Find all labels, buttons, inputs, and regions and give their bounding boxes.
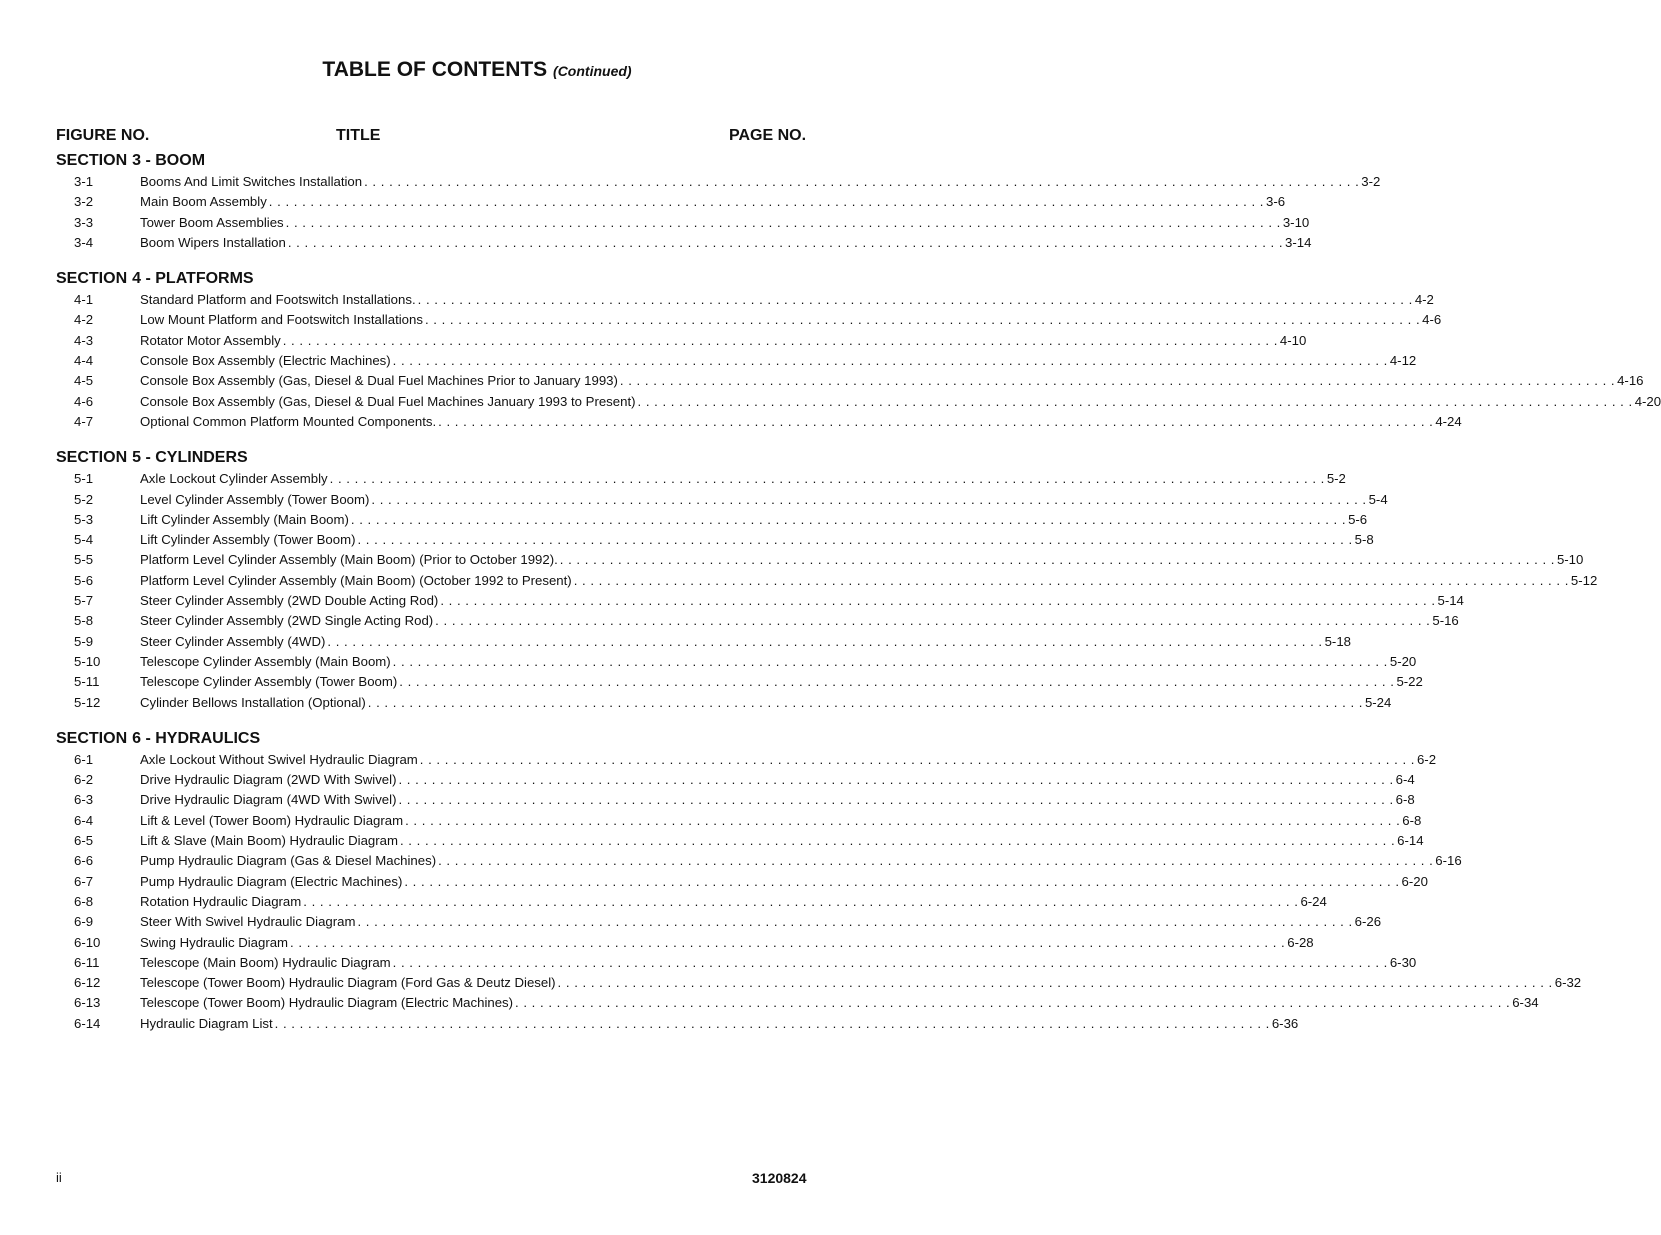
entry-line xyxy=(140,412,1462,432)
entry-title: Drive Hydraulic Diagram (4WD With Swivel) xyxy=(140,792,397,808)
dot-leader: . . . . . . . . . . . . . . . . . . . . . . . . . . . . . . . . . . . . . . . . . . . . . . . . . . . . . . . . . . . . . . . . . . . . . . . . . . . . . . . . . . . . . . . . . . . . . . . . . . . . . . . . . . . . . . . . . . . . . . . . xyxy=(290,934,1286,950)
entry-page-number: 6-30 xyxy=(1389,954,1417,970)
entry-line xyxy=(140,953,1417,973)
dot-leader: . . . . . . . . . . . . . . . . . . . . . . . . . . . . . . . . . . . . . . . . . . . . . . . . . . . . . . . . . . . . . . . . . . . . . . . . . . . . . . . . . . . . . . . . . . . . . . . . . . . . . . . . . . . . . . . . . . . . . . . . xyxy=(405,812,1401,828)
toc-entry[interactable] xyxy=(0,331,1307,351)
dot-leader: . . . . . . . . . . . . . . . . . . . . . . . . . . . . . . . . . . . . . . . . . . . . . . . . . . . . . . . . . . . . . . . . . . . . . . . . . . . . . . . . . . . . . . . . . . . . . . . . . . . . . . . . . . . . . . . . . . . . . . . . xyxy=(404,873,1400,889)
entry-title: Level Cylinder Assembly (Tower Boom) xyxy=(140,491,370,507)
entry-title: Telescope Cylinder Assembly (Main Boom) xyxy=(140,653,391,669)
entry-title: Console Box Assembly (Gas, Diesel & Dual Fuel Machines Prior to January 1993) xyxy=(140,373,618,389)
figure-number: 5-1 xyxy=(74,471,94,487)
entry-page-number: 5-10 xyxy=(1556,552,1584,568)
figure-number: 6-5 xyxy=(74,833,94,849)
toc-entry[interactable] xyxy=(0,192,1286,212)
entry-line xyxy=(140,672,1423,692)
figure-number: 5-12 xyxy=(74,694,101,710)
entry-page-number: 4-10 xyxy=(1279,332,1307,348)
toc-entry[interactable] xyxy=(0,973,1582,993)
dot-leader: . . . . . . . . . . . . . . . . . . . . . . . . . . . . . . . . . . . . . . . . . . . . . . . . . . . . . . . . . . . . . . . . . . . . . . . . . . . . . . . . . . . . . . . . . . . . . . . . . . . . . . . . . . . . . . . . . . . . . . . . xyxy=(619,373,1616,389)
entry-line xyxy=(140,993,1539,1013)
dot-leader: . . . . . . . . . . . . . . . . . . . . . . . . . . . . . . . . . . . . . . . . . . . . . . . . . . . . . . . . . . . . . . . . . . . . . . . . . . . . . . . . . . . . . . . . . . . . . . . . . . . . . . . . . . . . . . . . . . . . . . . . xyxy=(350,511,1347,527)
dot-leader: . . . . . . . . . . . . . . . . . . . . . . . . . . . . . . . . . . . . . . . . . . . . . . . . . . . . . . . . . . . . . . . . . . . . . . . . . . . . . . . . . . . . . . . . . . . . . . . . . . . . . . . . . . . . . . . . . . . . . . . . xyxy=(364,174,1360,189)
dot-leader: . . . . . . . . . . . . . . . . . . . . . . . . . . . . . . . . . . . . . . . . . . . . . . . . . . . . . . . . . . . . . . . . . . . . . . . . . . . . . . . . . . . . . . . . . . . . . . . . . . . . . . . . . . . . . . . . . . . . . . . . xyxy=(268,194,1264,210)
entry-line xyxy=(140,892,1327,912)
entry-page-number: 6-20 xyxy=(1401,873,1428,889)
entry-title: Pump Hydraulic Diagram (Gas & Diesel Machines) xyxy=(140,853,437,869)
figure-number: 3-1 xyxy=(74,174,94,189)
toc-entry[interactable] xyxy=(0,652,1417,672)
dot-leader: . . . . . . . . . . . . . . . . . . . . . . . . . . . . . . . . . . . . . . . . . . . . . . . . . . . . . . . . . . . . . . . . . . . . . . . . . . . . . . . . . . . . . . . . . . . . . . . . . . . . . . . . . . . . . . . . . . . . . . . . xyxy=(399,833,1396,849)
dot-leader: . . . . . . . . . . . . . . . . . . . . . . . . . . . . . . . . . . . . . . . . . . . . . . . . . . . . . . . . . . . . . . . . . . . . . . . . . . . . . . . . . . . . . . . . . . . . . . . . . . . . . . . . . . . . . . . . . . . . . . . . xyxy=(435,613,1431,629)
entry-line xyxy=(140,851,1462,871)
dot-leader: . . . . . . . . . . . . . . . . . . . . . . . . . . . . . . . . . . . . . . . . . . . . . . . . . . . . . . . . . . . . . . . . . . . . . . . . . . . . . . . . . . . . . . . . . . . . . . . . . . . . . . . . . . . . . . . . . . . . . . . . xyxy=(399,674,1395,690)
section-heading xyxy=(56,447,954,469)
entry-page-number: 4-6 xyxy=(1422,312,1442,328)
entry-line xyxy=(140,912,1382,932)
toc-entry[interactable] xyxy=(0,591,1464,611)
toc-entry[interactable] xyxy=(0,490,1388,510)
dot-leader: . . . . . . . . . . . . . . . . . . . . . . . . . . . . . . . . . . . . . . . . . . . . . . . . . . . . . . . . . . . . . . . . . . . . . . . . . . . . . . . . . . . . . . . . . . . . . . . . . . . . . . . . . . . . . . . . . . . . . . . . xyxy=(417,292,1413,308)
section-heading xyxy=(56,268,954,290)
entry-page-number: 6-26 xyxy=(1354,914,1382,930)
toc-entry[interactable] xyxy=(0,872,1428,892)
entry-line xyxy=(140,310,1442,330)
figure-number: 6-12 xyxy=(74,975,101,991)
entry-line xyxy=(140,550,1584,570)
figure-number: 3-4 xyxy=(74,234,94,250)
entry-page-number: 6-2 xyxy=(1416,751,1437,767)
figure-number: 6-4 xyxy=(74,812,94,828)
entry-line xyxy=(140,872,1428,892)
title-continued: (Continued) xyxy=(553,63,632,79)
entry-page-number: 6-28 xyxy=(1287,934,1314,950)
section-name: 5 - CYLINDERS xyxy=(132,449,248,467)
figure-number: 3-2 xyxy=(74,194,94,210)
figure-number: 6-3 xyxy=(74,792,94,808)
entry-page-number: 4-24 xyxy=(1435,413,1462,429)
figure-number: 6-1 xyxy=(74,751,94,767)
figure-number: 6-6 xyxy=(74,853,94,869)
entry-page-number: 5-18 xyxy=(1324,633,1351,649)
entry-title: Platform Level Cylinder Assembly (Main Boom) (October 1992 to Present) xyxy=(140,572,572,588)
entry-title: Lift & Slave (Main Boom) Hydraulic Diagram xyxy=(140,833,398,849)
dot-leader: . . . . . . . . . . . . . . . . . . . . . . . . . . . . . . . . . . . . . . . . . . . . . . . . . . . . . . . . . . . . . . . . . . . . . . . . . . . . . . . . . . . . . . . . . . . . . . . . . . . . . . . . . . . . . . . . . . . . . . . . xyxy=(327,633,1323,649)
entry-title: Telescope (Main Boom) Hydraulic Diagram xyxy=(140,954,391,970)
entry-title: Platform Level Cylinder Assembly (Main Boom) (Prior to October 1992). xyxy=(140,552,558,568)
toc-entry[interactable] xyxy=(0,632,1351,652)
entry-title: Standard Platform and Footswitch Installations. xyxy=(140,292,416,308)
entry-line xyxy=(140,831,1424,851)
dot-leader: . . . . . . . . . . . . . . . . . . . . . . . . . . . . . . . . . . . . . . . . . . . . . . . . . . . . . . . . . . . . . . . . . . . . . . . . . . . . . . . . . . . . . . . . . . . . . . . . . . . . . . . . . . . . . . . . . . . . . . . . xyxy=(392,653,1388,669)
entry-line xyxy=(140,571,1598,591)
figure-number: 6-2 xyxy=(74,772,94,788)
toc-entry[interactable] xyxy=(0,392,1661,412)
figure-number: 6-11 xyxy=(74,954,100,970)
dot-leader: . . . . . . . . . . . . . . . . . . . . . . . . . . . . . . . . . . . . . . . . . . . . . . . . . . . . . . . . . . . . . . . . . . . . . . . . . . . . . . . . . . . . . . . . . . . . . . . . . . . . . . . . . . . . . . . . . . . . . . . . xyxy=(371,491,1367,507)
page-title xyxy=(0,58,954,82)
entry-title: Telescope (Tower Boom) Hydraulic Diagram (Electric Machines) xyxy=(140,995,514,1011)
entry-line xyxy=(140,371,1644,391)
toc-entry[interactable] xyxy=(0,213,1310,233)
entry-page-number: 5-20 xyxy=(1389,653,1417,669)
dot-leader: . . . . . . . . . . . . . . . . . . . . . . . . . . . . . . . . . . . . . . . . . . . . . . . . . . . . . . . . . . . . . . . . . . . . . . . . . . . . . . . . . . . . . . . . . . . . . . . . . . . . . . . . . . . . . . . . . . . . . . . . xyxy=(398,792,1394,808)
footer-doc-number: 3120824 xyxy=(752,1170,807,1186)
section-label: SECTION xyxy=(56,729,128,747)
entry-line xyxy=(140,750,1437,770)
toc-entry[interactable] xyxy=(0,693,1392,713)
toc-entry[interactable] xyxy=(0,571,1598,591)
entry-page-number: 6-32 xyxy=(1554,975,1582,991)
toc-entry[interactable] xyxy=(0,510,1368,530)
entry-line xyxy=(140,973,1582,993)
footer-page-number: ii xyxy=(56,1170,62,1185)
entry-line xyxy=(140,790,1415,810)
dot-leader: . . . . . . . . . . . . . . . . . . . . . . . . . . . . . . . . . . . . . . . . . . . . . . . . . . . . . . . . . . . . . . . . . . . . . . . . . . . . . . . . . . . . . . . . . . . . . . . . . . . . . . . . . . . . . . . . . . . . . . . . xyxy=(285,214,1281,230)
entry-title: Drive Hydraulic Diagram (2WD With Swivel) xyxy=(140,772,397,788)
entry-page-number: 5-16 xyxy=(1432,613,1459,629)
entry-title: Lift Cylinder Assembly (Main Boom) xyxy=(140,511,349,527)
dot-leader: . . . . . . . . . . . . . . . . . . . . . . . . . . . . . . . . . . . . . . . . . . . . . . . . . . . . . . . . . . . . . . . . . . . . . . . . . . . . . . . . . . . . . . . . . . . . . . . . . . . . . . . . . . . . . . . . . . . . . . . . xyxy=(357,914,1353,930)
toc-entry[interactable] xyxy=(0,912,1382,932)
entry-page-number: 5-14 xyxy=(1437,593,1464,609)
entry-line xyxy=(140,331,1307,351)
figure-number: 6-10 xyxy=(74,934,101,950)
section-name: 4 - PLATFORMS xyxy=(132,270,254,288)
toc-section xyxy=(0,150,1381,253)
dot-leader: . . . . . . . . . . . . . . . . . . . . . . . . . . . . . . . . . . . . . . . . . . . . . . . . . . . . . . . . . . . . . . . . . . . . . . . . . . . . . . . . . . . . . . . . . . . . . . . . . . . . . . . . . . . . . . . . . . . . . . . . xyxy=(367,694,1363,710)
entry-line xyxy=(140,172,1381,192)
toc-entry[interactable] xyxy=(0,811,1422,831)
entry-title: Steer Cylinder Assembly (2WD Single Acting Rod) xyxy=(140,613,434,629)
figure-number: 6-8 xyxy=(74,893,94,909)
entry-page-number: 5-22 xyxy=(1396,674,1423,690)
section-label: SECTION xyxy=(56,270,128,288)
toc-entry[interactable] xyxy=(0,233,1312,253)
entry-title: Telescope Cylinder Assembly (Tower Boom) xyxy=(140,674,398,690)
entry-title: Steer With Swivel Hydraulic Diagram xyxy=(140,914,356,930)
toc-entry[interactable] xyxy=(0,1014,1299,1034)
entry-title: Axle Lockout Without Swivel Hydraulic Diagram xyxy=(140,751,418,767)
section-name: 6 - HYDRAULICS xyxy=(132,729,261,747)
entry-line xyxy=(140,652,1417,672)
entry-page-number: 4-16 xyxy=(1617,373,1644,389)
entry-page-number: 5-24 xyxy=(1364,694,1392,710)
entry-title: Booms And Limit Switches Installation xyxy=(140,174,363,189)
toc-entry[interactable] xyxy=(0,351,1417,371)
entry-page-number: 5-8 xyxy=(1354,532,1374,548)
entry-title: Lift Cylinder Assembly (Tower Boom) xyxy=(140,532,356,548)
figure-number: 4-4 xyxy=(74,353,94,369)
dot-leader: . . . . . . . . . . . . . . . . . . . . . . . . . . . . . . . . . . . . . . . . . . . . . . . . . . . . . . . . . . . . . . . . . . . . . . . . . . . . . . . . . . . . . . . . . . . . . . . . . . . . . . . . . . . . . . . . . . . . . . . . xyxy=(357,532,1353,548)
toc-section xyxy=(0,728,1582,1034)
dot-leader: . . . . . . . . . . . . . . . . . . . . . . . . . . . . . . . . . . . . . . . . . . . . . . . . . . . . . . . . . . . . . . . . . . . . . . . . . . . . . . . . . . . . . . . . . . . . . . . . . . . . . . . . . . . . . . . . . . . . . . . . xyxy=(392,954,1388,970)
figure-number: 4-6 xyxy=(74,393,94,409)
toc-entry[interactable] xyxy=(0,953,1417,973)
dot-leader: . . . . . . . . . . . . . . . . . . . . . . . . . . . . . . . . . . . . . . . . . . . . . . . . . . . . . . . . . . . . . . . . . . . . . . . . . . . . . . . . . . . . . . . . . . . . . . . . . . . . . . . . . . . . . . . . . . . . . . . . xyxy=(440,593,1436,609)
entry-title: Low Mount Platform and Footswitch Installations xyxy=(140,312,423,328)
figure-number: 4-1 xyxy=(74,292,94,308)
entry-title: Rotation Hydraulic Diagram xyxy=(140,893,302,909)
dot-leader: . . . . . . . . . . . . . . . . . . . . . . . . . . . . . . . . . . . . . . . . . . . . . . . . . . . . . . . . . . . . . . . . . . . . . . . . . . . . . . . . . . . . . . . . . . . . . . . . . . . . . . . . . . . . . . . . . . . . . . . . xyxy=(392,353,1388,369)
entry-page-number: 6-16 xyxy=(1435,853,1462,869)
dot-leader: . . . . . . . . . . . . . . . . . . . . . . . . . . . . . . . . . . . . . . . . . . . . . . . . . . . . . . . . . . . . . . . . . . . . . . . . . . . . . . . . . . . . . . . . . . . . . . . . . . . . . . . . . . . . . . . . . . . . . . . . xyxy=(559,552,1555,568)
section-heading xyxy=(56,728,954,750)
section-label: SECTION xyxy=(56,449,128,467)
entry-title: Rotator Motor Assembly xyxy=(140,332,281,348)
figure-number: 6-14 xyxy=(74,1015,101,1031)
entry-title: Tower Boom Assemblies xyxy=(140,214,284,230)
dot-leader: . . . . . . . . . . . . . . . . . . . . . . . . . . . . . . . . . . . . . . . . . . . . . . . . . . . . . . . . . . . . . . . . . . . . . . . . . . . . . . . . . . . . . . . . . . . . . . . . . . . . . . . . . . . . . . . . . . . . . . . . xyxy=(398,772,1394,788)
entry-page-number: 4-2 xyxy=(1414,292,1434,308)
figure-number: 6-9 xyxy=(74,914,94,930)
dot-leader: . . . . . . . . . . . . . . . . . . . . . . . . . . . . . . . . . . . . . . . . . . . . . . . . . . . . . . . . . . . . . . . . . . . . . . . . . . . . . . . . . . . . . . . . . . . . . . . . . . . . . . . . . . . . . . . . . . . . . . . . xyxy=(515,995,1511,1011)
entry-page-number: 6-24 xyxy=(1300,893,1327,909)
figure-number: 5-7 xyxy=(74,593,94,609)
toc-sections xyxy=(0,150,1661,1049)
dot-leader: . . . . . . . . . . . . . . . . . . . . . . . . . . . . . . . . . . . . . . . . . . . . . . . . . . . . . . . . . . . . . . . . . . . . . . . . . . . . . . . . . . . . . . . . . . . . . . . . . . . . . . . . . . . . . . . . . . . . . . . . xyxy=(274,1015,1270,1031)
figure-number: 5-3 xyxy=(74,511,94,527)
figure-number: 5-5 xyxy=(74,552,94,568)
entry-line xyxy=(140,530,1374,550)
toc-entry[interactable] xyxy=(0,672,1423,692)
toc-entry[interactable] xyxy=(0,172,1381,192)
toc-entry[interactable] xyxy=(0,611,1459,631)
toc-section xyxy=(0,268,1661,432)
figure-number: 4-2 xyxy=(74,312,94,328)
entry-line xyxy=(140,392,1661,412)
entry-title: Pump Hydraulic Diagram (Electric Machines) xyxy=(140,873,403,889)
entry-title: Cylinder Bellows Installation (Optional) xyxy=(140,694,366,710)
toc-entry[interactable] xyxy=(0,851,1462,871)
toc-entry[interactable] xyxy=(0,770,1415,790)
entry-title: Console Box Assembly (Electric Machines) xyxy=(140,353,391,369)
figure-number: 4-3 xyxy=(74,332,94,348)
entry-page-number: 4-20 xyxy=(1634,393,1661,409)
toc-entry[interactable] xyxy=(0,550,1584,570)
entry-title: Lift & Level (Tower Boom) Hydraulic Diagram xyxy=(140,812,404,828)
entry-line xyxy=(140,611,1459,631)
entry-page-number: 4-12 xyxy=(1389,353,1417,369)
dot-leader: . . . . . . . . . . . . . . . . . . . . . . . . . . . . . . . . . . . . . . . . . . . . . . . . . . . . . . . . . . . . . . . . . . . . . . . . . . . . . . . . . . . . . . . . . . . . . . . . . . . . . . . . . . . . . . . . . . . . . . . . xyxy=(438,413,1434,429)
figure-number: 4-7 xyxy=(74,413,94,429)
entry-line xyxy=(140,591,1464,611)
entry-page-number: 3-6 xyxy=(1265,194,1286,210)
entry-title: Telescope (Tower Boom) Hydraulic Diagram (Ford Gas & Deutz Diesel) xyxy=(140,975,556,991)
column-header-figure: FIGURE NO. xyxy=(56,127,150,144)
section-name: 3 - BOOM xyxy=(132,152,206,169)
entry-title: Optional Common Platform Mounted Components. xyxy=(140,413,437,429)
entry-page-number: 5-4 xyxy=(1368,491,1388,507)
figure-number: 6-7 xyxy=(74,873,94,889)
toc-section xyxy=(0,447,1598,713)
entry-title: Console Box Assembly (Gas, Diesel & Dual Fuel Machines January 1993 to Present) xyxy=(140,393,636,409)
title-text: TABLE OF CONTENTS xyxy=(322,58,548,81)
toc-entry[interactable] xyxy=(0,933,1314,953)
entry-page-number: 5-6 xyxy=(1348,511,1368,527)
entry-title: Hydraulic Diagram List xyxy=(140,1015,273,1031)
dot-leader: . . . . . . . . . . . . . . . . . . . . . . . . . . . . . . . . . . . . . . . . . . . . . . . . . . . . . . . . . . . . . . . . . . . . . . . . . . . . . . . . . . . . . . . . . . . . . . . . . . . . . . . . . . . . . . . . . . . . . . . . xyxy=(287,234,1284,250)
entry-page-number: 6-34 xyxy=(1512,995,1539,1011)
dot-leader: . . . . . . . . . . . . . . . . . . . . . . . . . . . . . . . . . . . . . . . . . . . . . . . . . . . . . . . . . . . . . . . . . . . . . . . . . . . . . . . . . . . . . . . . . . . . . . . . . . . . . . . . . . . . . . . . . . . . . . . . xyxy=(329,471,1325,487)
dot-leader: . . . . . . . . . . . . . . . . . . . . . . . . . . . . . . . . . . . . . . . . . . . . . . . . . . . . . . . . . . . . . . . . . . . . . . . . . . . . . . . . . . . . . . . . . . . . . . . . . . . . . . . . . . . . . . . . . . . . . . . . xyxy=(303,893,1299,909)
dot-leader: . . . . . . . . . . . . . . . . . . . . . . . . . . . . . . . . . . . . . . . . . . . . . . . . . . . . . . . . . . . . . . . . . . . . . . . . . . . . . . . . . . . . . . . . . . . . . . . . . . . . . . . . . . . . . . . . . . . . . . . . xyxy=(438,853,1434,869)
column-header-title: TITLE xyxy=(336,127,381,144)
toc-entry[interactable] xyxy=(0,790,1415,810)
figure-number: 6-13 xyxy=(74,995,101,1011)
entry-line xyxy=(140,693,1392,713)
entry-line xyxy=(140,632,1351,652)
entry-title: Boom Wipers Installation xyxy=(140,234,286,250)
entry-line xyxy=(140,233,1312,253)
dot-leader: . . . . . . . . . . . . . . . . . . . . . . . . . . . . . . . . . . . . . . . . . . . . . . . . . . . . . . . . . . . . . . . . . . . . . . . . . . . . . . . . . . . . . . . . . . . . . . . . . . . . . . . . . . . . . . . . . . . . . . . . xyxy=(557,975,1553,991)
dot-leader: . . . . . . . . . . . . . . . . . . . . . . . . . . . . . . . . . . . . . . . . . . . . . . . . . . . . . . . . . . . . . . . . . . . . . . . . . . . . . . . . . . . . . . . . . . . . . . . . . . . . . . . . . . . . . . . . . . . . . . . . xyxy=(419,751,1415,767)
entry-page-number: 3-2 xyxy=(1361,174,1381,189)
entry-line xyxy=(140,510,1368,530)
entry-line xyxy=(140,1014,1299,1034)
entry-line xyxy=(140,351,1417,371)
entry-page-number: 6-4 xyxy=(1395,772,1415,788)
figure-number: 5-9 xyxy=(74,633,94,649)
figure-number: 5-6 xyxy=(74,572,94,588)
toc-entry[interactable] xyxy=(0,530,1374,550)
dot-leader: . . . . . . . . . . . . . . . . . . . . . . . . . . . . . . . . . . . . . . . . . . . . . . . . . . . . . . . . . . . . . . . . . . . . . . . . . . . . . . . . . . . . . . . . . . . . . . . . . . . . . . . . . . . . . . . . . . . . . . . . xyxy=(282,332,1278,348)
figure-number: 3-3 xyxy=(74,214,94,230)
entry-page-number: 6-14 xyxy=(1397,833,1424,849)
entry-line xyxy=(140,811,1422,831)
toc-entry[interactable] xyxy=(0,310,1442,330)
figure-number: 5-10 xyxy=(74,653,101,669)
entry-page-number: 5-2 xyxy=(1326,471,1346,487)
entry-line xyxy=(140,192,1286,212)
entry-line xyxy=(140,213,1310,233)
entry-title: Steer Cylinder Assembly (4WD) xyxy=(140,633,326,649)
toc-entry[interactable] xyxy=(0,469,1346,489)
toc-entry[interactable] xyxy=(0,290,1434,310)
entry-title: Main Boom Assembly xyxy=(140,194,267,210)
entry-page-number: 6-36 xyxy=(1271,1015,1299,1031)
toc-entry[interactable] xyxy=(0,993,1539,1013)
entry-line xyxy=(140,490,1388,510)
toc-entry[interactable] xyxy=(0,831,1424,851)
toc-entry[interactable] xyxy=(0,371,1644,391)
entry-line xyxy=(140,933,1314,953)
entry-title: Steer Cylinder Assembly (2WD Double Acting Rod) xyxy=(140,593,439,609)
section-label: SECTION xyxy=(56,152,128,169)
figure-number: 5-2 xyxy=(74,491,94,507)
toc-entry[interactable] xyxy=(0,750,1437,770)
dot-leader: . . . . . . . . . . . . . . . . . . . . . . . . . . . . . . . . . . . . . . . . . . . . . . . . . . . . . . . . . . . . . . . . . . . . . . . . . . . . . . . . . . . . . . . . . . . . . . . . . . . . . . . . . . . . . . . . . . . . . . . . xyxy=(573,572,1569,588)
entry-line xyxy=(140,469,1346,489)
entry-page-number: 6-8 xyxy=(1402,812,1422,828)
entry-page-number: 6-8 xyxy=(1395,792,1415,808)
dot-leader: . . . . . . . . . . . . . . . . . . . . . . . . . . . . . . . . . . . . . . . . . . . . . . . . . . . . . . . . . . . . . . . . . . . . . . . . . . . . . . . . . . . . . . . . . . . . . . . . . . . . . . . . . . . . . . . . . . . . . . . . xyxy=(424,312,1421,328)
dot-leader: . . . . . . . . . . . . . . . . . . . . . . . . . . . . . . . . . . . . . . . . . . . . . . . . . . . . . . . . . . . . . . . . . . . . . . . . . . . . . . . . . . . . . . . . . . . . . . . . . . . . . . . . . . . . . . . . . . . . . . . . xyxy=(637,393,1633,409)
entry-line xyxy=(140,290,1434,310)
section-heading xyxy=(56,150,954,172)
entry-line xyxy=(140,770,1415,790)
figure-number: 4-5 xyxy=(74,373,94,389)
column-header-page: PAGE NO. xyxy=(729,127,807,144)
toc-entry[interactable] xyxy=(0,892,1327,912)
figure-number: 5-4 xyxy=(74,532,94,548)
toc-entry[interactable] xyxy=(0,412,1462,432)
entry-title: Swing Hydraulic Diagram xyxy=(140,934,289,950)
figure-number: 5-8 xyxy=(74,613,94,629)
entry-page-number: 5-12 xyxy=(1570,572,1598,588)
entry-title: Axle Lockout Cylinder Assembly xyxy=(140,471,328,487)
entry-page-number: 3-10 xyxy=(1282,214,1310,230)
entry-page-number: 3-14 xyxy=(1285,234,1312,250)
figure-number: 5-11 xyxy=(74,674,100,690)
